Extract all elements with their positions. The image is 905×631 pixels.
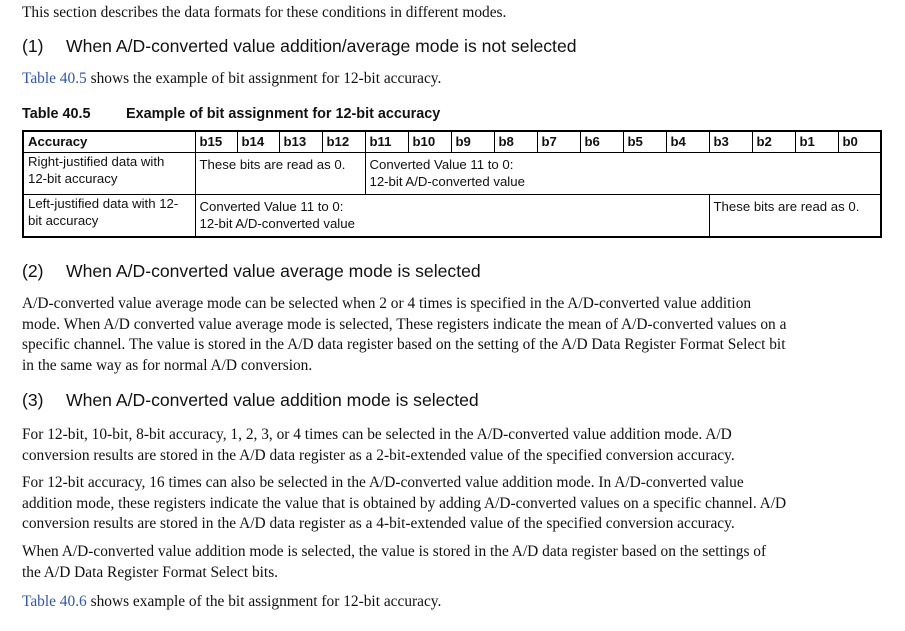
bit-header: b11 [365, 131, 408, 153]
converted-value-line: Converted Value 11 to 0: [199, 199, 344, 214]
paragraph-line: When A/D-converted value addition mode is selected, the value is stored in the A/D data register based on the settings of [22, 543, 767, 560]
paragraph-line: For 12-bit accuracy, 16 times can also be selected in the A/D-converted value addition mode. In A/D-converted value [22, 474, 744, 491]
section-3-heading [22, 389, 479, 411]
bit-header: b15 [195, 131, 237, 153]
row-label-line: Left-justified data with 12- [28, 196, 179, 211]
bit-header: b10 [408, 131, 451, 153]
bit-header: b3 [709, 131, 752, 153]
section-1-number: (1) [22, 36, 44, 56]
section-3-reference [22, 592, 441, 613]
table-40-5-link[interactable]: Table 40.5 [22, 70, 87, 87]
section-3-paragraph-2 [22, 473, 892, 535]
accuracy-header: Accuracy [23, 131, 195, 153]
section-3-paragraph-1 [22, 425, 892, 466]
section-1-title: When A/D-converted value addition/average mode is not selected [66, 36, 577, 56]
section-1-reference [22, 69, 441, 90]
paragraph-line: conversion results are stored in the A/D data register as a 4-bit-extended value of the specified conversion accuracy. [22, 515, 735, 532]
bit-header: b2 [752, 131, 795, 153]
bit-header: b14 [237, 131, 279, 153]
bit-header: b1 [795, 131, 838, 153]
bit-header: b7 [537, 131, 580, 153]
zero-bits-cell: These bits are read as 0. [709, 195, 881, 237]
table-40-6-link[interactable]: Table 40.6 [22, 593, 87, 610]
bit-assignment-table [22, 130, 882, 238]
bit-header: b5 [623, 131, 666, 153]
paragraph-line: the A/D Data Register Format Select bits. [22, 563, 279, 581]
table-header-row [23, 131, 881, 153]
section-1-reference-text: shows the example of bit assignment for 12-bit accuracy. [86, 70, 442, 87]
bit-header: b4 [666, 131, 709, 153]
bit-header: b9 [451, 131, 494, 153]
section-2-heading [22, 260, 481, 282]
row-label-right-justified [23, 153, 195, 195]
converted-value-line: Converted Value 11 to 0: [369, 157, 514, 172]
section-1-heading [22, 35, 577, 57]
bit-header: b8 [494, 131, 537, 153]
intro-text: This section describes the data formats for these conditions in different modes. [22, 4, 507, 21]
section-2-number: (2) [22, 261, 44, 281]
paragraph-line: addition mode, these registers indicate the value that is obtained by adding A/D-converted values on a specific channel. A/D [22, 494, 787, 512]
paragraph-line: specific channel. The value is stored in the A/D data register based on the setting of the A/D Data Register Format Select bit [22, 336, 786, 353]
paragraph-line: conversion results are stored in the A/D data register as a 2-bit-extended value of the specified conversion accuracy. [22, 446, 735, 464]
converted-value-line: 12-bit A/D-converted value [369, 173, 525, 189]
section-3-title: When A/D-converted value addition mode is selected [66, 390, 479, 410]
section-2-paragraph [22, 294, 892, 376]
row-label-line: 12-bit accuracy [28, 170, 118, 186]
bit-header: b12 [322, 131, 365, 153]
bit-header: b0 [838, 131, 881, 153]
table-caption-text: Example of bit assignment for 12-bit accuracy [126, 106, 441, 122]
section-3-reference-text: shows example of the bit assignment for 12-bit accuracy. [86, 593, 442, 610]
section-3-paragraph-3 [22, 542, 892, 583]
converted-value-line: 12-bit A/D-converted value [199, 215, 355, 231]
bit-header: b13 [279, 131, 322, 153]
section-2-title: When A/D-converted value average mode is selected [66, 261, 481, 281]
paragraph-line: mode. When A/D converted value average mode is selected, These registers indicate the mean of A/D-converted values on a [22, 315, 787, 333]
table-row-right-justified [23, 153, 881, 195]
table-row-left-justified [23, 195, 881, 237]
row-label-line: Right-justified data with [28, 154, 165, 169]
section-3-number: (3) [22, 390, 44, 410]
row-label-line: bit accuracy [28, 212, 99, 228]
row-label-left-justified [23, 195, 195, 237]
paragraph-line: in the same way as for normal A/D conversion. [22, 356, 313, 374]
zero-bits-cell: These bits are read as 0. [195, 153, 365, 195]
converted-value-cell [195, 195, 709, 237]
table-caption-number: Table 40.5 [22, 106, 91, 122]
bit-header: b6 [580, 131, 623, 153]
converted-value-cell [365, 153, 881, 195]
paragraph-line: A/D-converted value average mode can be selected when 2 or 4 times is specified in the A/D-converted value addition [22, 295, 752, 312]
paragraph-line: For 12-bit, 10-bit, 8-bit accuracy, 1, 2, 3, or 4 times can be selected in the A/D-converted value addition mode. A/D [22, 426, 732, 443]
table-caption [22, 106, 440, 122]
